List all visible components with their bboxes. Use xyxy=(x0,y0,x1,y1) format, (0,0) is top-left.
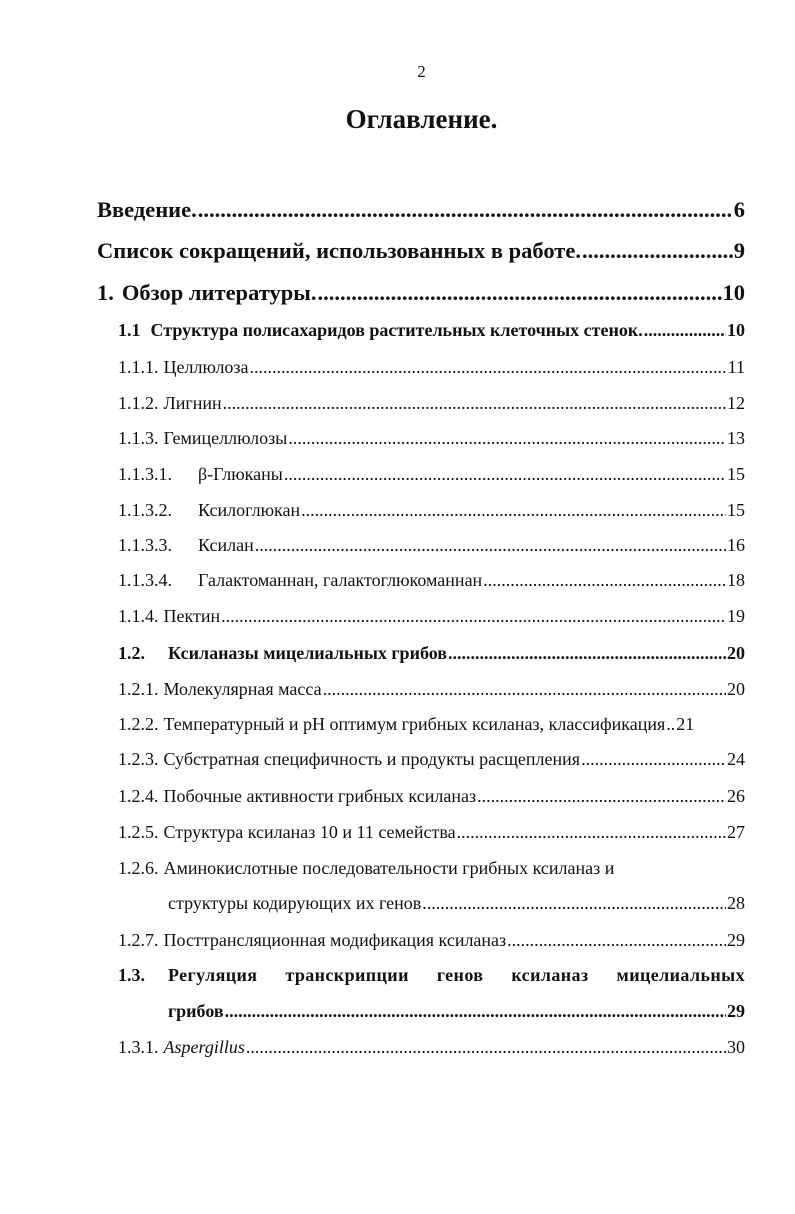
toc-leader-dots xyxy=(221,602,726,630)
toc-entry-text: Ксиланазы мицелиальных грибов xyxy=(168,643,447,663)
toc-entry-text: Введение. xyxy=(97,197,197,222)
toc-entry-1-3-1[interactable] xyxy=(118,1033,745,1061)
toc-entry-text: Ксилан xyxy=(198,535,254,555)
toc-entry-1-2-6[interactable] xyxy=(118,854,745,882)
toc-entry-text: Список сокращений, использованных в работе. xyxy=(97,238,581,263)
toc-entry-1-2-7[interactable] xyxy=(118,926,745,954)
toc-entry-chapter-1[interactable] xyxy=(97,276,745,310)
toc-entry-1-2-6-cont[interactable] xyxy=(168,889,745,917)
toc-leader-dots xyxy=(246,1033,726,1061)
toc-entry-number: 1.2.6. xyxy=(118,858,159,878)
toc-entry-number: 1.2.2. xyxy=(118,714,159,734)
toc-page-number: 26 xyxy=(727,786,745,806)
toc-entry-text: Галактоманнан, галактоглюкоманнан xyxy=(198,570,483,590)
toc-entry-1-2-2[interactable] xyxy=(118,710,745,738)
toc-page-number: 30 xyxy=(727,1037,745,1057)
toc-leader-dots xyxy=(250,353,727,381)
toc-entry-number: 1.1.3.2. xyxy=(118,500,172,520)
toc-entry-number: 1.1 xyxy=(118,320,141,340)
toc-entry-text: Обзор литературы. xyxy=(121,280,317,305)
toc-page-number: 24 xyxy=(727,749,745,769)
toc-entry-intro[interactable] xyxy=(97,193,745,227)
toc-entry-text: Температурный и pH оптимум грибных ксиланаз, классификация xyxy=(163,714,666,734)
toc-entry-1-1-3-3[interactable] xyxy=(118,531,745,559)
toc-entry-number: 1.2.1. xyxy=(118,679,159,699)
toc-entry-text: Структура ксиланаз 10 и 11 семейства xyxy=(163,822,456,842)
toc-entry-text: Молекулярная масса xyxy=(163,679,322,699)
toc-leader-dots xyxy=(288,424,726,452)
toc-leader-dots xyxy=(581,745,726,773)
toc-entry-number: 1.2.5. xyxy=(118,822,159,842)
toc-leader-dots xyxy=(582,234,733,268)
toc-entry-text: Пектин xyxy=(163,606,221,626)
toc-entry-text: β-Глюканы xyxy=(198,464,283,484)
toc-entry-text: Аминокислотные последовательности грибных ксиланаз и xyxy=(163,858,615,878)
toc-leader-dots xyxy=(225,997,726,1025)
toc-leader-dots xyxy=(323,675,726,703)
toc-entry-text: Лигнин xyxy=(163,393,222,413)
toc-entry-1-1-1[interactable] xyxy=(118,353,745,381)
toc-entry-number: 1.1.4. xyxy=(118,606,159,626)
toc-entry-text: Целлюлоза xyxy=(163,357,249,377)
toc-leader-dots xyxy=(198,193,733,227)
toc-entry-text: Побочные активности грибных ксиланаз xyxy=(163,786,477,806)
toc-entry-1-2-5[interactable] xyxy=(118,818,745,846)
toc-page-number: 28 xyxy=(727,893,745,913)
toc-entry-text: грибов xyxy=(168,1001,224,1021)
toc-entry-number: 1.2. xyxy=(118,643,145,663)
toc-entry-number: 1.2.4. xyxy=(118,786,159,806)
toc-leader-dots xyxy=(422,889,726,917)
toc-entry-number: 1. xyxy=(97,280,114,305)
toc-leader-dots xyxy=(457,818,726,846)
toc-leader-dots xyxy=(301,496,726,524)
toc-entry-number: 1.1.1. xyxy=(118,357,159,377)
toc-entry-1-2[interactable] xyxy=(118,639,745,667)
toc-page-number: 29 xyxy=(727,930,745,950)
toc-entry-number: 1.1.3. xyxy=(118,428,159,448)
toc-page-number: 29 xyxy=(727,1001,745,1021)
toc-page-number: 16 xyxy=(727,535,745,555)
toc-page-number: 20 xyxy=(727,679,745,699)
toc-leader-dots xyxy=(483,566,726,594)
toc-entry-1-1-4[interactable] xyxy=(118,602,745,630)
toc-entry-1-1-3-2[interactable] xyxy=(118,496,745,524)
toc-entry-1-2-3[interactable] xyxy=(118,745,745,773)
toc-entry-1-1-3-4[interactable] xyxy=(118,566,745,594)
toc-page-number: 10 xyxy=(727,320,745,340)
toc-entry-text: Регуляция транскрипции генов ксиланаз мицелиальных xyxy=(168,965,745,985)
toc-leader-dots xyxy=(666,710,675,738)
toc-leader-dots xyxy=(507,926,726,954)
toc-entry-text: Посттрансляционная модификация ксиланаз xyxy=(163,930,507,950)
toc-leader-dots xyxy=(477,782,726,810)
toc-page-number: 19 xyxy=(727,606,745,626)
toc-page-number: 9 xyxy=(733,238,745,263)
toc-page-number: 15 xyxy=(727,500,745,520)
toc-page-number: 10 xyxy=(722,280,745,305)
toc-page-number: 11 xyxy=(727,357,745,377)
toc-page-number: 20 xyxy=(727,643,745,663)
toc-entry-number: 1.1.3.4. xyxy=(118,570,172,590)
page-title: Оглавление. xyxy=(345,104,498,134)
toc-page-number: 21 xyxy=(676,714,695,734)
toc-entry-1-2-1[interactable] xyxy=(118,675,745,703)
toc-entry-text: Ксилоглюкан xyxy=(198,500,301,520)
toc-entry-text: Субстратная специфичность и продукты расщепления xyxy=(163,749,581,769)
page-number: 2 xyxy=(417,62,426,81)
toc-entry-1-1[interactable] xyxy=(118,316,745,344)
toc-entry-number: 1.2.7. xyxy=(118,930,159,950)
toc-leader-dots xyxy=(284,460,726,488)
toc-entry-number: 1.1.2. xyxy=(118,393,159,413)
toc-entry-number: 1.1.3.3. xyxy=(118,535,172,555)
toc-leader-dots xyxy=(317,276,721,310)
toc-page-number: 12 xyxy=(727,393,745,413)
toc-leader-dots xyxy=(448,639,726,667)
toc-page-number: 6 xyxy=(733,197,745,222)
toc-page-number: 15 xyxy=(727,464,745,484)
toc-entry-1-3-cont[interactable] xyxy=(168,997,745,1025)
toc-page-number: 13 xyxy=(727,428,745,448)
toc-entry-1-1-3[interactable] xyxy=(118,424,745,452)
toc-page-number: 27 xyxy=(727,822,745,842)
toc-entry-1-3[interactable] xyxy=(118,961,745,989)
toc-entry-number: 1.3.1. xyxy=(118,1037,159,1057)
toc-entry-text: Aspergillus xyxy=(163,1037,245,1057)
toc-entry-number: 1.2.3. xyxy=(118,749,159,769)
toc-entry-text: Гемицеллюлозы xyxy=(163,428,288,448)
toc-entry-number: 1.3. xyxy=(118,965,145,985)
toc-leader-dots xyxy=(644,316,726,344)
toc-entry-number: 1.1.3.1. xyxy=(118,464,172,484)
toc-entry-text: Структура полисахаридов растительных клеточных стенок. xyxy=(150,320,643,340)
toc-entry-abbreviations[interactable] xyxy=(97,234,745,268)
toc-entry-text: структуры кодирующих их генов xyxy=(168,893,422,913)
toc-entry-1-1-3-1[interactable] xyxy=(118,460,745,488)
toc-page-number: 18 xyxy=(727,570,745,590)
toc-entry-1-2-4[interactable] xyxy=(118,782,745,810)
toc-leader-dots xyxy=(223,389,726,417)
toc-leader-dots xyxy=(255,531,726,559)
toc-entry-1-1-2[interactable] xyxy=(118,389,745,417)
